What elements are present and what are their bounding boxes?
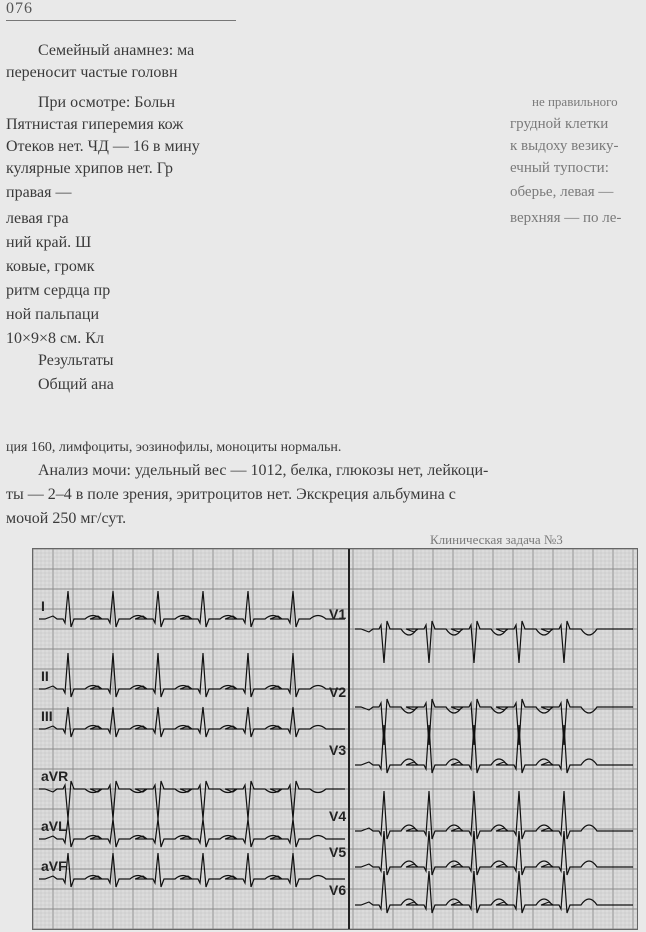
lead-label-v5: V5	[329, 844, 347, 860]
paragraph-line-8: левая гра	[6, 210, 69, 227]
header-rule	[6, 20, 236, 21]
right-fragment-3: к выдоху везику-	[510, 138, 619, 154]
lead-label-v1: V1	[329, 606, 347, 622]
paragraph-line-12: ной пальпаци	[6, 306, 99, 323]
paragraph-line-7: правая —	[6, 184, 72, 201]
ecg-trace-v1	[355, 621, 633, 663]
lead-label-v2: V2	[329, 684, 347, 700]
paragraph-line-5: Отеков нет. ЧД — 16 в мину	[6, 138, 200, 155]
lead-label-v4: V4	[329, 808, 347, 824]
lead-label-v6: V6	[329, 882, 347, 898]
right-fragment-6: верхняя — по ле-	[510, 210, 622, 226]
lead-label-avf: aVF	[41, 858, 67, 874]
lab-line-1: ция 160, лимфоциты, эозинофилы, моноциты нормальн.	[6, 440, 342, 455]
ecg-trace-v6	[355, 871, 633, 913]
paragraph-line-11: ритм сердца пр	[6, 282, 111, 299]
paragraph-line-14: Результаты	[38, 352, 114, 369]
paragraph-line-4: Пятнистая гиперемия кож	[6, 116, 184, 133]
right-fragment-4: ечный тупости:	[510, 160, 609, 176]
ecg-strip	[32, 548, 638, 930]
lead-label-iii: III	[41, 708, 53, 724]
lead-label-v3: V3	[329, 742, 347, 758]
paragraph-line-13: 10×9×8 см. Кл	[6, 330, 104, 347]
paragraph-line-1: Семейный анамнез: ма	[38, 42, 195, 59]
ecg-trace-v4	[355, 791, 633, 839]
paragraph-line-9: ний край. Ш	[6, 234, 92, 251]
section-label: Клиническая задача №3	[430, 532, 563, 547]
lead-label-ii: II	[41, 668, 49, 684]
paragraph-line-15: Общий ана	[38, 376, 114, 393]
lab-line-4: мочой 250 мг/сут.	[6, 510, 127, 527]
right-fragment-5: оберье, левая —	[510, 184, 614, 200]
lab-line-2: Анализ мочи: удельный вес — 1012, белка, глюкозы нет, лейкоци-	[38, 462, 489, 479]
lead-label-i: I	[41, 598, 45, 614]
ecg-trace-v2	[355, 699, 633, 745]
lab-line-3: ты — 2–4 в поле зрения, эритроцитов нет. Экскреция альбумина с	[6, 486, 456, 503]
paragraph-line-10: ковые, громк	[6, 258, 95, 275]
lead-label-avl: aVL	[41, 818, 67, 834]
right-fragment-1: не правильного	[532, 94, 618, 109]
page-number: 076	[6, 0, 33, 17]
right-fragment-2: грудной клетки	[510, 116, 609, 132]
ecg-svg	[33, 549, 637, 929]
paragraph-line-3: При осмотре: Больн	[38, 94, 176, 111]
paragraph-line-6: кулярные хрипов нет. Гр	[6, 160, 173, 177]
paragraph-line-2: переносит частые головн	[6, 64, 178, 81]
lead-label-avr: aVR	[41, 768, 69, 784]
